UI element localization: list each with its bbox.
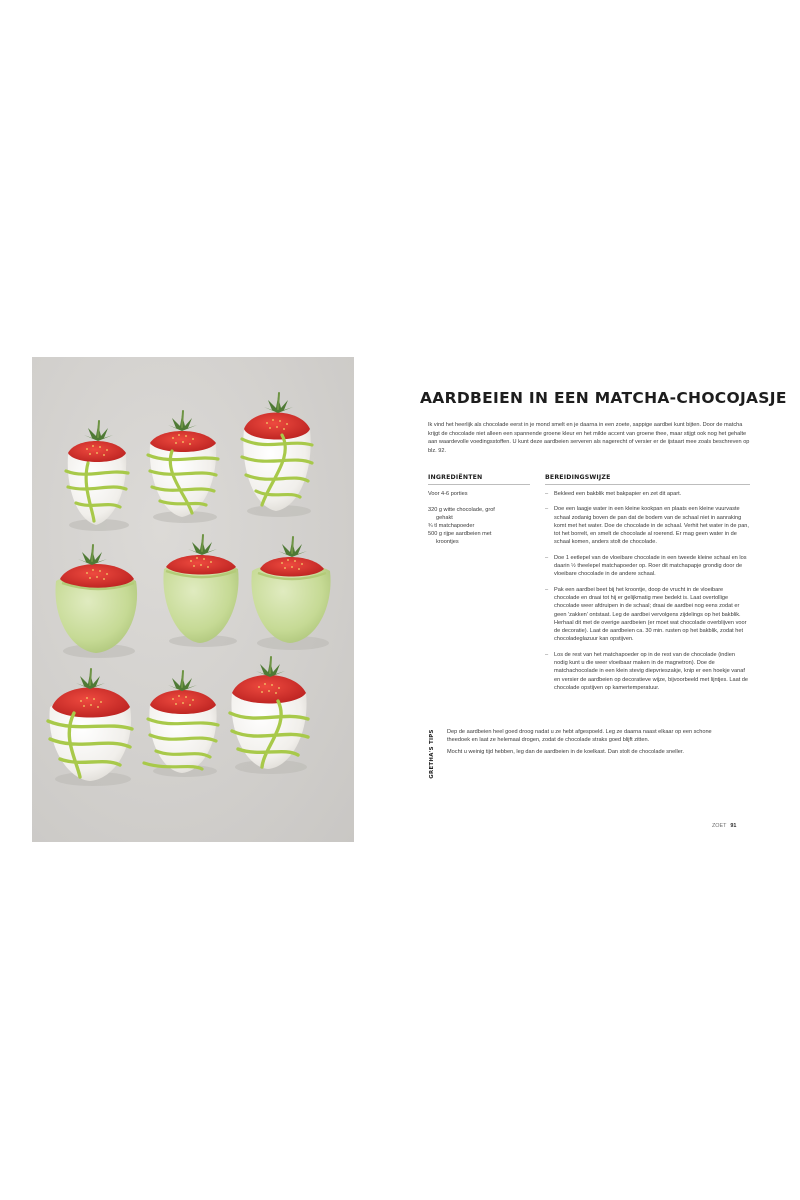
ingredient-item [428,530,532,546]
strawberry-white-6 [230,657,308,774]
page-number: 91 [730,823,737,829]
step-item: – Doe 1 eetlepel van de vloeibare chocolade in een tweede kleine schaal en los daarin ½ theelepel matchapoeder op. Roer dit matchapapje grondig door de vloeibare chocolade in de andere schaal. [545,554,750,579]
section-name: ZOET [712,823,727,829]
ingredient-line-cont: kroontjes [436,539,459,545]
tips-label [428,728,436,780]
strawberries-illustration [32,357,354,842]
ingredients-list [428,490,532,546]
ingredient-line-cont: gehakt [436,515,453,521]
ingredient-line: 320 g witte chocolade, grof [428,507,495,513]
page-footer [712,823,736,829]
step-item: – Bekleed een bakblik met bakpapier en zet dit apart. [545,490,750,498]
ingredient-line: ¾ tl matchapoeder [428,523,475,529]
tips-box [447,728,729,759]
ingredients-heading: INGREDIËNTEN [428,474,483,481]
strawberry-white-4 [48,669,132,786]
recipe-intro: Ik vind het heerlijk als chocolade eerst in je mond smelt en je daarna in een zoete, sappige aardbei kunt bijten. Door de matcha krijgt de chocolade niet alleen een spannende groene kleur en het milde accent van groene thee, maar stijgt ook nog het gehalte aan waardevolle voedingsstoffen. U kunt deze aardbeien serveren als nagerecht of versier er de ijstaart mee zoals beschreven op blz. 92. [428,422,750,454]
strawberry-white-2 [148,411,218,523]
strawberry-white-1 [66,421,129,531]
recipe-title: AARDBEIEN IN EEN MATCHA-CHOCOJASJE [420,389,787,407]
preparation-heading: BEREIDINGSWIJZE [545,474,611,481]
ingredient-line: 500 g rijpe aardbeien met [428,531,492,537]
portions: Voor 4-6 porties [428,491,468,497]
tip-item: Dep de aardbeien heel goed droog nadat u ze hebt afgespoeld. Leg ze daarna naast elkaar op een schone theedoek en laat ze helemaal drogen, zodat de chocolade straks goed blijft zitten. [447,729,712,744]
strawberries-photo [32,357,354,842]
strawberry-green-1 [55,545,137,658]
strawberry-white-5 [144,671,218,777]
ingredient-item [428,506,532,522]
step-item: – Los de rest van het matchapoeder op in de rest van de chocolade (indien nodig kunt u die weer vloeibaar maken in de magnetron). Doe de matchachocolade in een klein stevig diepvrieszakje, knip er een hoekje vanaf en versier de aardbeien op decoratieve wijze, bijvoorbeeld met lijntjes. Laat de chocolade opstijven op kamertemperatuur. [545,651,750,692]
step-item: – Pak een aardbei beet bij het kroontje, doop de vrucht in de vloeibare chocolade en draai tot hij er gelijkmatig mee bedekt is. Laat overtollige chocolade weer afdruipen in de schaal; draai de aardbei nog eens zodat er geen 'zakken' ontstaat. Leg de aardbei vervolgens zijdelings op het bakblik. Herhaal dit met de overige aardbeien (er moet wat chocolade overblijven voor de decoratie). Laat de aardbeien ca. 30 min. rusten op het bakblik, zodat het chocoladeglazuur kan opstijven. [545,586,750,644]
step-item: – Doe een laagje water in een kleine kookpan en plaats een kleine vuurvaste schaal zodanig boven de pan dat de bodem van de schaal niet in aanraking komt met het water. Doe de chocolade in de schaal. Verhit het water in de pan, tot het borrelt, en smelt de chocolade al roerend. Er mag geen water in de schaal komen, anders stolt de chocolade. [545,505,750,546]
tip-item: Mocht u weinig tijd hebben, leg dan de aardbeien in de koelkast. Dan stolt de chocolade sneller. [447,748,684,755]
preparation-heading-rule [545,484,750,485]
recipe-page [420,0,787,1200]
strawberry-green-2 [163,535,238,647]
ingredients-heading-rule [428,484,530,485]
ingredient-item [428,522,532,530]
tips-label-text: GRETHA'S TIPS [429,729,435,779]
strawberry-green-3 [251,537,330,650]
preparation-steps [545,490,750,699]
strawberry-white-3 [242,393,312,517]
